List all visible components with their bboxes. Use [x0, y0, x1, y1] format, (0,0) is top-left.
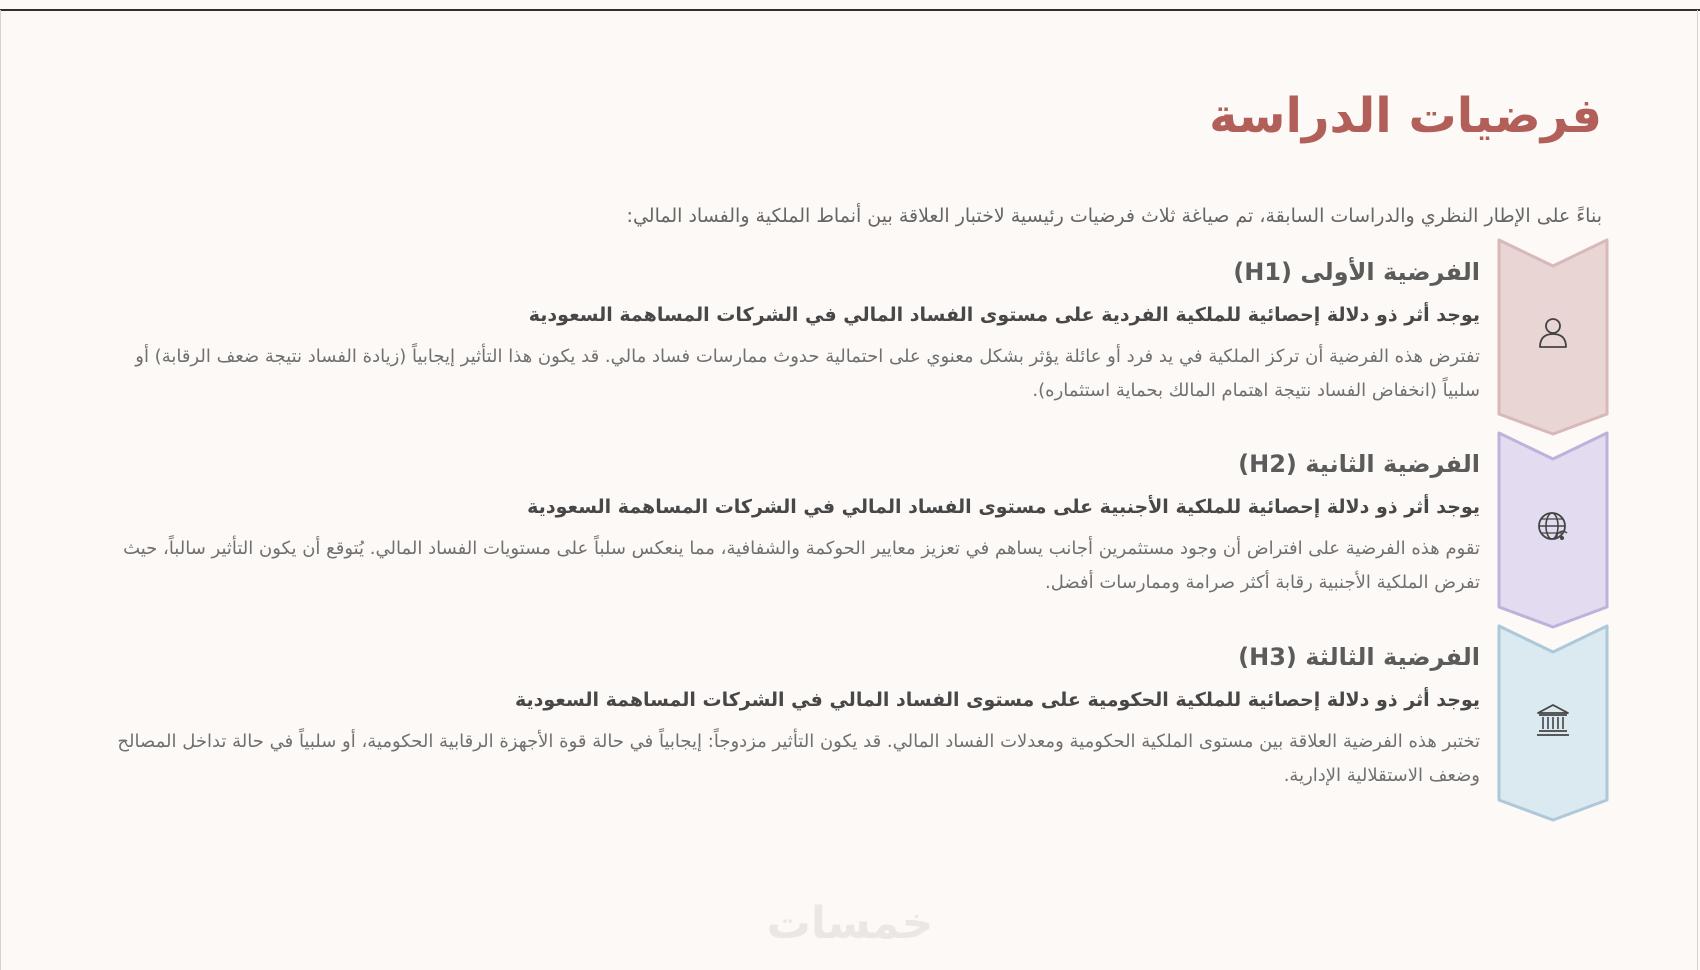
hypothesis-1 [110, 258, 1480, 408]
frame-right [1697, 10, 1698, 970]
hypothesis-description: تفترض هذه الفرضية أن تركز الملكية في يد فرد أو عائلة يؤثر بشكل معنوي على احتمالية حدوث ممارسات فساد مالي. قد يكون هذا التأثير إيجابياً (زيادة الفساد نتيجة ضعف الرقابة) أو سلبياً (انخفاض الفساد نتيجة اهتمام المالك بحماية استثماره). [135, 346, 1480, 401]
person-icon [1535, 314, 1571, 350]
frame-left [0, 10, 1, 970]
hypothesis-2 [110, 450, 1480, 600]
hypothesis-statement: يوجد أثر ذو دلالة إحصائية للملكية الفردية على مستوى الفساد المالي في الشركات المساهمة السعودية [528, 304, 1480, 326]
globe-icon [1535, 509, 1571, 545]
hypothesis-statement: يوجد أثر ذو دلالة إحصائية للملكية الحكومية على مستوى الفساد المالي في الشركات المساهمة السعودية [514, 689, 1480, 711]
hypothesis-statement: يوجد أثر ذو دلالة إحصائية للملكية الأجنبية على مستوى الفساد المالي في الشركات المساهمة السعودية [527, 496, 1480, 518]
hypothesis-3 [110, 643, 1480, 793]
hypothesis-description: تختبر هذه الفرضية العلاقة بين مستوى الملكية الحكومية ومعدلات الفساد المالي. قد يكون التأثير مزدوجاً: إيجابياً في حالة قوة الأجهزة الرقابية الحكومية، أو سلبياً في حالة تداخل المصالح وضعف الاستقلالية الإدارية. [117, 731, 1480, 786]
bank-icon [1535, 702, 1571, 738]
intro-text: بناءً على الإطار النظري والدراسات السابقة، تم صياغة ثلاث فرضيات رئيسية لاختبار العلاقة بين أنماط الملكية والفساد المالي: [626, 205, 1602, 227]
page-title: فرضيات الدراسة [1209, 88, 1602, 144]
hypothesis-title: الفرضية الأولى (H1) [1233, 258, 1480, 286]
chevron-marker-2 [1496, 431, 1610, 645]
chevron-marker-3 [1496, 624, 1610, 838]
hypothesis-title: الفرضية الثانية (H2) [1238, 450, 1480, 478]
hypothesis-description: تقوم هذه الفرضية على افتراض أن وجود مستثمرين أجانب يساهم في تعزيز معايير الحوكمة والشفافية، مما ينعكس سلباً على مستويات الفساد المالي. يُتوقع أن يكون التأثير سالباً، حيث تفرض الملكية الأجنبية رقابة أكثر صرامة وممارسات أفضل. [123, 538, 1480, 593]
watermark-logo: خمسات [766, 898, 934, 949]
top-border [0, 9, 1700, 11]
chevron-marker-1 [1496, 238, 1610, 452]
hypothesis-title: الفرضية الثالثة (H3) [1238, 643, 1480, 671]
